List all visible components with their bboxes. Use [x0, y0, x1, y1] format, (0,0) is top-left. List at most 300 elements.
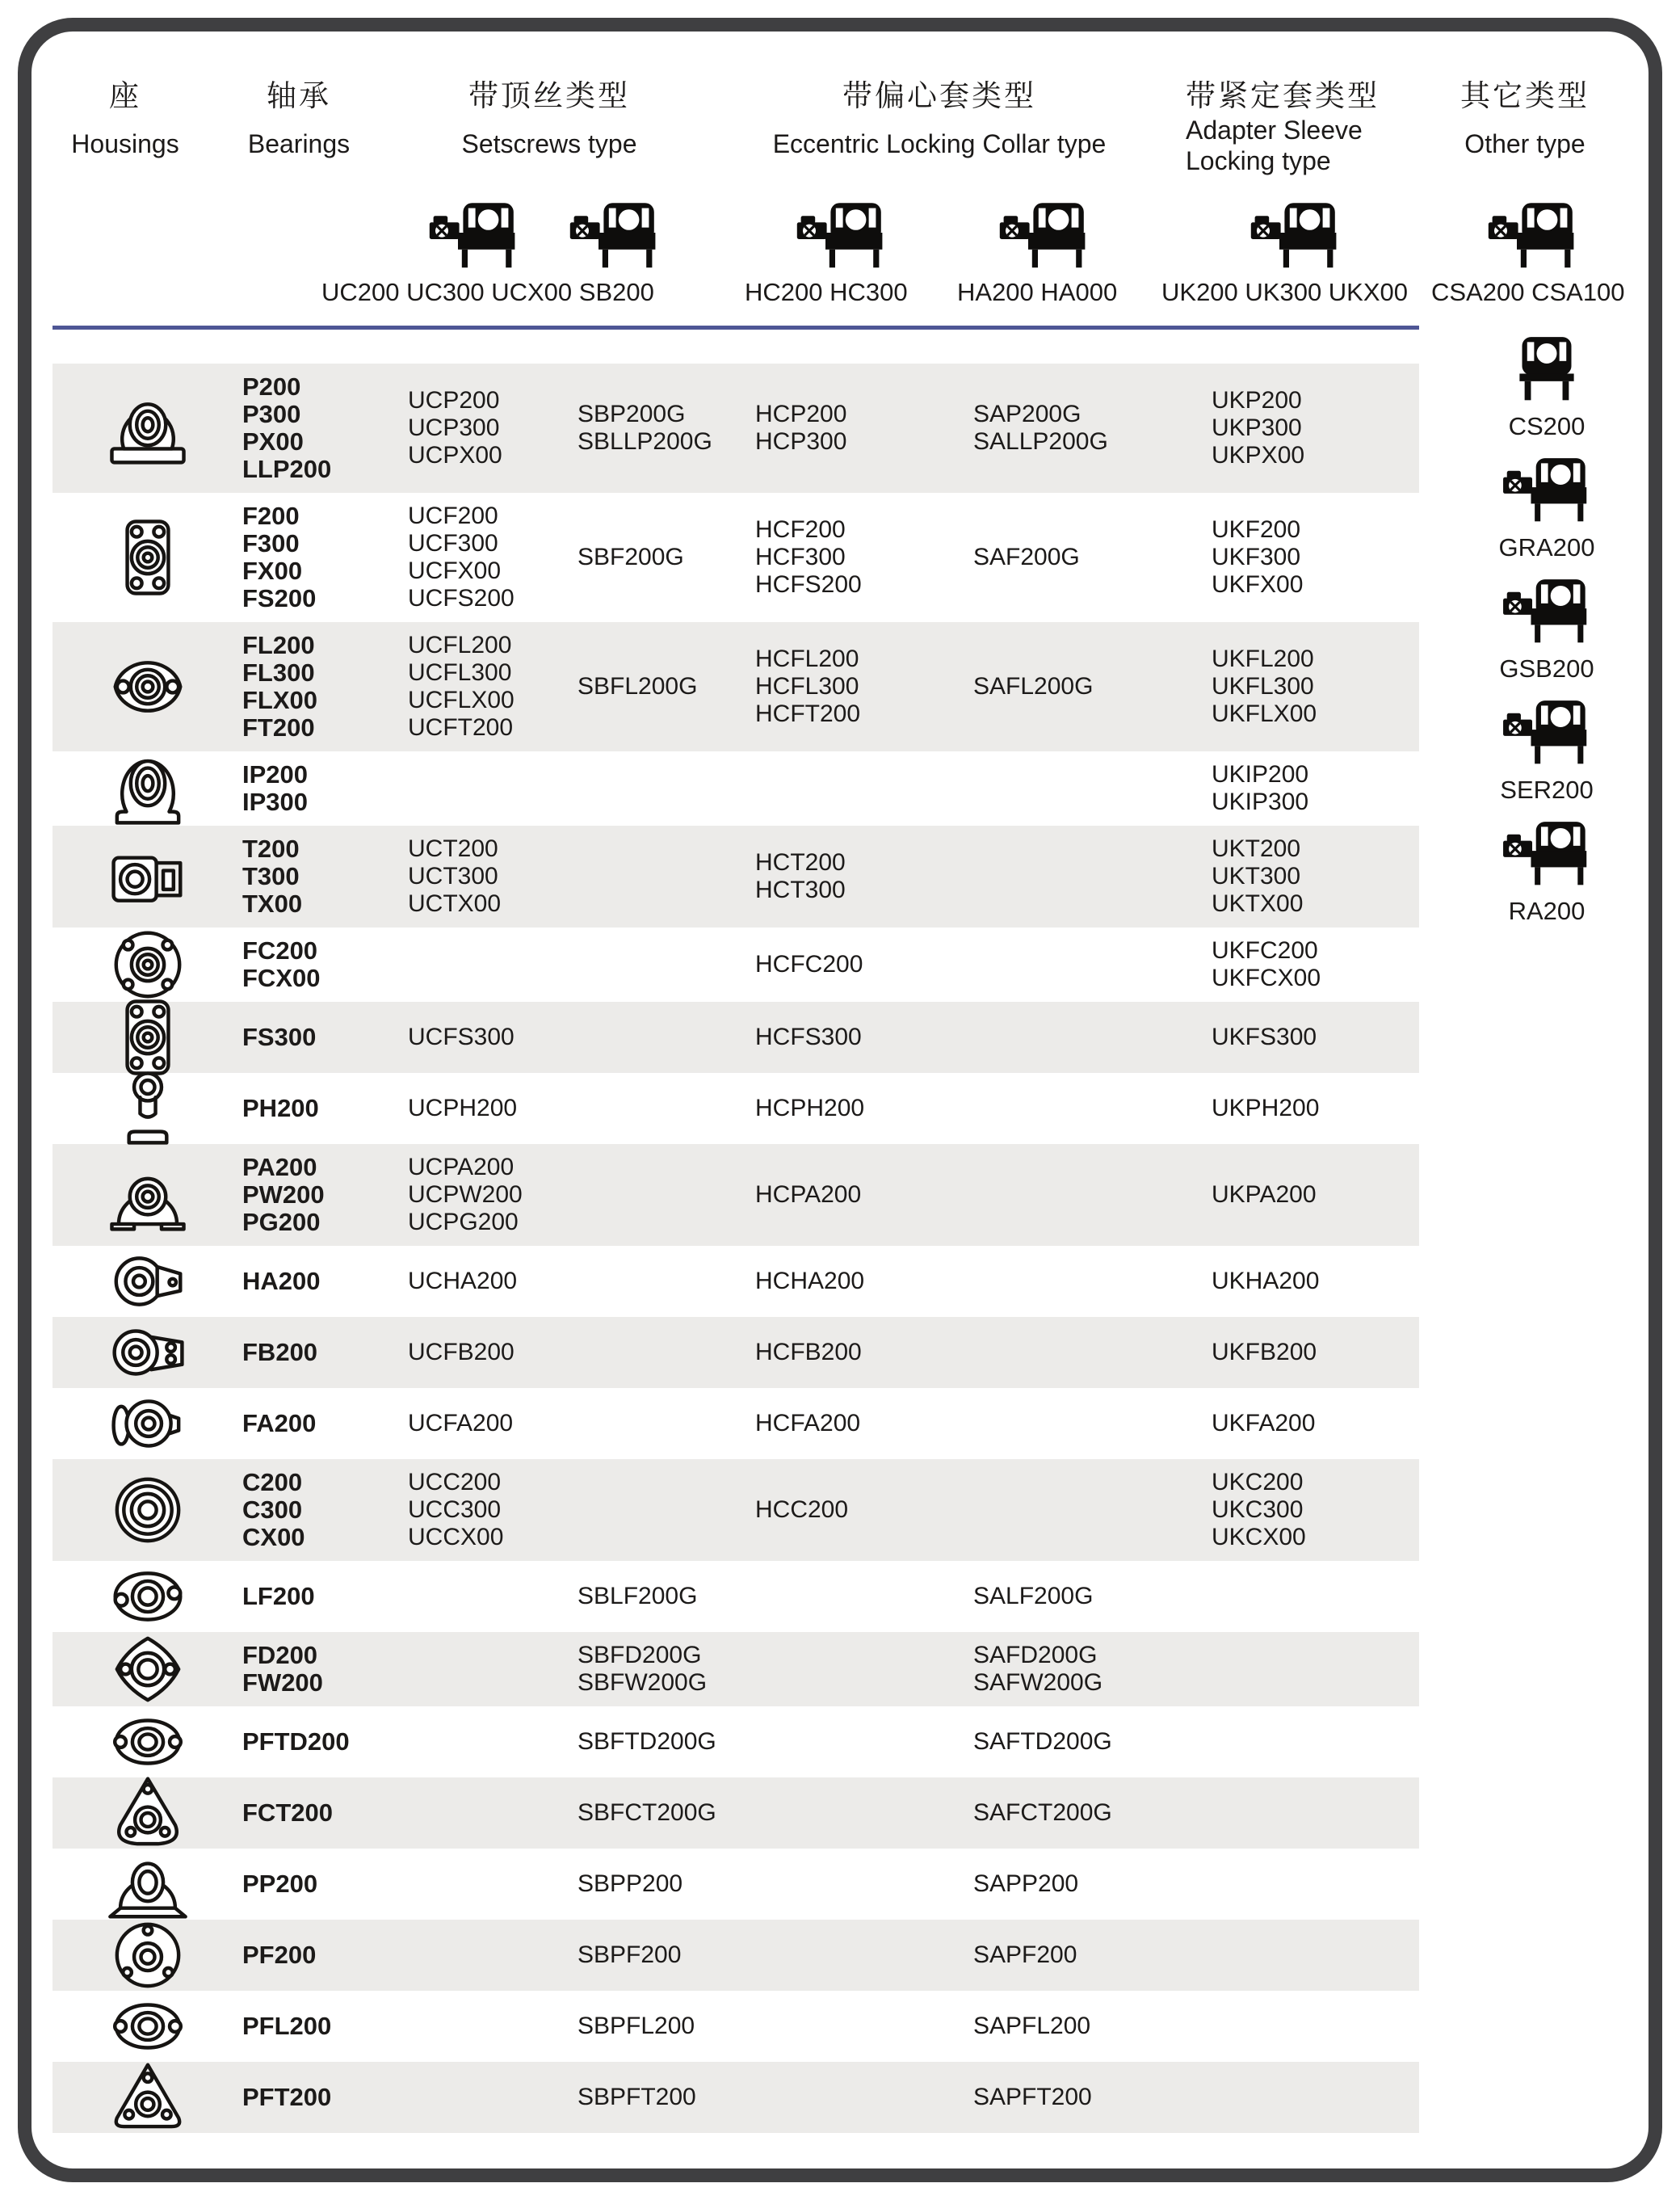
product-code-cell [973, 1099, 1212, 1118]
product-code-cell [408, 2088, 578, 2107]
product-code-cell [755, 636, 973, 738]
housing-series-code: PW200 [242, 1180, 325, 1209]
header-adapter-en-line2: Locking type [1186, 146, 1331, 175]
housing-series-code-cell [242, 1861, 408, 1908]
table-row [52, 1561, 1419, 1632]
product-code-cell [755, 779, 973, 798]
product-code: UKFL200 [1212, 646, 1314, 672]
product-code: UKFLX00 [1212, 700, 1317, 727]
product-code: UKFS300 [1212, 1024, 1317, 1050]
housing-icon-cell [52, 1706, 242, 1777]
product-code-cell [755, 1172, 973, 1218]
product-code: UCT200 [408, 835, 498, 862]
product-code: UCC300 [408, 1496, 502, 1523]
housing-series-code-cell [242, 1459, 408, 1561]
housing-series-code: T200 [242, 835, 300, 863]
product-code: SBFTD200G [578, 1728, 716, 1755]
product-code-cell [973, 534, 1212, 581]
product-code-cell [578, 1500, 755, 1520]
table-row [52, 1246, 1419, 1317]
product-code: SBPFT200 [578, 2084, 696, 2110]
product-code-cell [973, 1343, 1212, 1362]
other-type-item [1485, 334, 1608, 441]
housing-series-code: PH200 [242, 1094, 319, 1122]
bearing-group-csa [1431, 197, 1635, 307]
product-code: UCFT200 [408, 714, 514, 741]
product-code-cell [408, 826, 578, 928]
table-row [52, 751, 1419, 826]
table-row [52, 1073, 1419, 1144]
product-code: UKP300 [1212, 414, 1302, 441]
housing-icon-cell [52, 826, 242, 928]
product-code-cell [1212, 1085, 1419, 1132]
housing-series-code: LF200 [242, 1582, 315, 1610]
housing-series-code: FD200 [242, 1641, 318, 1669]
product-code: UCFA200 [408, 1410, 514, 1437]
header-adapter-zh: 带紧定套类型 [1186, 79, 1380, 112]
table-row [52, 1459, 1419, 1561]
product-code-cell [1212, 507, 1419, 608]
product-code: UCFL200 [408, 632, 512, 658]
product-code-cell [578, 1099, 755, 1118]
housing-icon-cell [52, 1317, 242, 1388]
housing-series-code: FA200 [242, 1409, 317, 1437]
housing-icon-cell [52, 751, 242, 826]
product-code-cell [408, 1587, 578, 1606]
product-code-cell [973, 1718, 1212, 1765]
product-code: UCHA200 [408, 1268, 518, 1294]
product-code: UCP200 [408, 387, 500, 414]
product-code-cell [1212, 1459, 1419, 1561]
product-code-cell [578, 534, 755, 581]
product-code: UCF200 [408, 503, 498, 529]
product-code: HCFA200 [755, 1410, 861, 1437]
product-code-cell [578, 2074, 755, 2121]
product-code-cell [1212, 928, 1419, 1002]
housing-icon-cell [52, 2062, 242, 2133]
other-type-label: GRA200 [1498, 533, 1595, 562]
other-type-item [1485, 698, 1608, 805]
product-code-cell [408, 1258, 578, 1305]
product-code: HCFL200 [755, 646, 859, 672]
product-code: UCPX00 [408, 442, 502, 469]
housing-icon-cell [52, 493, 242, 622]
housing-series-code: PP200 [242, 1870, 318, 1898]
housing-series-code: FLX00 [242, 686, 318, 714]
product-code: UKPA200 [1212, 1181, 1317, 1208]
housing-series-code: C200 [242, 1468, 303, 1496]
header-bearings-zh: 轴承 [266, 79, 331, 112]
product-code-cell [408, 955, 578, 974]
housing-icon-cell [52, 1246, 242, 1317]
product-code: UCTX00 [408, 890, 502, 917]
product-code-cell [408, 1144, 578, 1246]
housing-icon-cell [52, 928, 242, 1002]
bearing-insert-with-collar-icon [791, 200, 892, 271]
housing-series-code: FC200 [242, 936, 318, 965]
product-code-cell [1212, 377, 1419, 479]
product-code-cell [578, 1343, 755, 1362]
product-code-cell [408, 1803, 578, 1823]
housing-icon-cell [52, 1777, 242, 1849]
product-code: SBP200G [578, 401, 686, 427]
header-bearings-en: Bearings [247, 129, 351, 158]
table-row [52, 2062, 1419, 2133]
product-code-cell [408, 779, 578, 798]
product-code-cell [973, 2074, 1212, 2121]
product-code-cell [408, 2017, 578, 2036]
housing-series-code: FS300 [242, 1023, 317, 1051]
product-code: HCFB200 [755, 1339, 862, 1365]
housing-series-code: PFL200 [242, 2012, 332, 2040]
product-code: UKP200 [1212, 387, 1302, 414]
product-code-cell [1212, 1014, 1419, 1061]
product-code-cell [973, 1500, 1212, 1520]
product-code: SAFL200G [973, 673, 1094, 700]
product-code-cell [755, 391, 973, 465]
table-row [52, 1920, 1419, 1991]
housing-series-code: PFTD200 [242, 1727, 350, 1756]
product-code-cell [973, 1028, 1212, 1047]
product-code-cell [755, 2017, 973, 2036]
product-code: HCT300 [755, 877, 846, 903]
housing-series-code-cell [242, 1718, 408, 1765]
table-row [52, 1317, 1419, 1388]
product-code: SAP200G [973, 401, 1082, 427]
product-code: UKC200 [1212, 1469, 1304, 1495]
product-code-cell [973, 2003, 1212, 2050]
product-code-cell [578, 1932, 755, 1979]
product-code-cell [973, 955, 1212, 974]
housing-series-code-cell [242, 1258, 408, 1305]
product-code-cell [755, 1085, 973, 1132]
product-code-cell [1212, 1400, 1419, 1447]
product-code-cell [578, 1185, 755, 1205]
housing-series-code: FL200 [242, 631, 315, 659]
housing-series-code-cell [242, 1790, 408, 1836]
other-type-rail [1423, 334, 1670, 940]
housing-series-code-cell [242, 364, 408, 493]
product-code-cell [755, 941, 973, 988]
table-row [52, 364, 1419, 493]
housing-series-code: FCT200 [242, 1798, 333, 1827]
product-code-cell [578, 1573, 755, 1620]
product-code-cell [755, 1803, 973, 1823]
header-col-setscrews [462, 71, 637, 159]
other-type-item [1485, 819, 1608, 926]
product-code-cell [1212, 1946, 1419, 1965]
bearing-group-label: CSA200 CSA100 [1431, 278, 1625, 306]
housing-series-code: F300 [242, 529, 300, 557]
product-code: UCFS300 [408, 1024, 514, 1050]
product-code-cell [973, 779, 1212, 798]
product-code-cell [578, 1028, 755, 1047]
pillow-block-icon [105, 385, 191, 471]
other-type-item [1485, 456, 1608, 562]
header-col-eccentric [773, 71, 1107, 159]
product-code: SBPF200 [578, 1941, 682, 1968]
housing-series-code: FL300 [242, 658, 315, 687]
header-col-bearings [248, 71, 350, 159]
housing-series-code-cell [242, 1085, 408, 1132]
product-code: SAPF200 [973, 1941, 1077, 1968]
product-code: UCFS200 [408, 585, 514, 612]
housing-series-code-cell [242, 928, 408, 1002]
housing-series-code: PFT200 [242, 2083, 332, 2111]
housing-series-code: P300 [242, 400, 301, 428]
housing-series-code-cell [242, 1014, 408, 1061]
table-row [52, 1849, 1419, 1920]
header-housings-en: Housings [71, 129, 179, 158]
housing-series-code-cell [242, 622, 408, 751]
product-code: UCPW200 [408, 1181, 523, 1208]
product-code-cell [578, 779, 755, 798]
ip-pillow-block-icon [105, 746, 191, 831]
product-code: UCCX00 [408, 1524, 504, 1550]
housing-series-code: C300 [242, 1495, 303, 1524]
product-code-cell [1212, 1732, 1419, 1752]
product-code-cell [408, 1329, 578, 1376]
product-code: SBPP200 [578, 1870, 683, 1897]
product-code: UKFA200 [1212, 1410, 1316, 1437]
bearing-insert-with-collar-icon [423, 200, 525, 271]
housing-series-code: FS200 [242, 584, 317, 612]
housing-icon-cell [52, 1849, 242, 1920]
housing-series-code: FCX00 [242, 964, 321, 992]
product-code: SAPFT200 [973, 2084, 1092, 2110]
product-code-cell [973, 391, 1212, 465]
bearing-insert-with-collar-icon [993, 200, 1095, 271]
product-code-cell [578, 663, 755, 710]
bearing-insert-with-collar-icon [1482, 200, 1584, 271]
housing-series-code: PX00 [242, 427, 304, 456]
product-code-cell [408, 1946, 578, 1965]
product-code-cell [1212, 2088, 1419, 2107]
housing-icon-cell [52, 1459, 242, 1561]
product-code-cell [755, 1946, 973, 1965]
product-code: HCHA200 [755, 1268, 865, 1294]
product-code: UKF300 [1212, 544, 1301, 570]
table-row [52, 1777, 1419, 1849]
header-col-other-type [1460, 71, 1590, 159]
product-code: UKPH200 [1212, 1095, 1320, 1121]
product-code-cell [578, 867, 755, 886]
bearing-group-label: UC200 UC300 UCX00 SB200 [321, 278, 654, 306]
product-code-cell [408, 377, 578, 479]
housing-series-code-cell [242, 1932, 408, 1979]
housing-icon-cell [52, 1561, 242, 1632]
housing-series-code-cell [242, 1573, 408, 1620]
product-code: UKFC200 [1212, 937, 1318, 964]
housing-series-code: PG200 [242, 1208, 321, 1236]
product-code-cell [408, 622, 578, 751]
product-code: UKFCX00 [1212, 965, 1321, 991]
product-code: UKFX00 [1212, 571, 1304, 598]
housing-icon-cell [52, 1991, 242, 2062]
product-code: SALLP200G [973, 428, 1108, 455]
divider-rule [52, 326, 1419, 330]
product-code: UKFB200 [1212, 1339, 1317, 1365]
table-row [52, 1002, 1419, 1073]
header-eccentric-zh: 带偏心套类型 [842, 79, 1036, 112]
bearing-group-ha [957, 197, 1131, 307]
product-code-cell [973, 1272, 1212, 1291]
product-code-cell [755, 1400, 973, 1447]
product-code: UKIP300 [1212, 789, 1309, 815]
product-code: UCPG200 [408, 1209, 519, 1235]
product-code-cell [1212, 826, 1419, 928]
header-other-zh: 其它类型 [1460, 79, 1590, 112]
product-code-cell [755, 2088, 973, 2107]
product-code-cell [755, 1487, 973, 1533]
product-code: UKFL300 [1212, 673, 1314, 700]
product-code-cell [973, 867, 1212, 886]
housing-icon-cell [52, 1632, 242, 1706]
product-code: SBFW200G [578, 1669, 708, 1696]
product-code-cell [755, 1732, 973, 1752]
product-code-cell [1212, 1258, 1419, 1305]
product-code: HCFC200 [755, 951, 863, 978]
product-code: UCFLX00 [408, 687, 514, 713]
housing-series-code: FW200 [242, 1668, 323, 1697]
other-type-label: SER200 [1500, 776, 1594, 804]
bearing-insert-with-collar-icon [564, 200, 666, 271]
header-adapter-en-line1: Adapter Sleeve [1186, 116, 1363, 145]
product-code-cell [578, 1718, 755, 1765]
product-code-cell [1212, 1587, 1419, 1606]
housing-series-code-cell [242, 493, 408, 622]
table-row [52, 622, 1419, 751]
product-code-cell [408, 1459, 578, 1561]
product-code-cell [755, 1587, 973, 1606]
other-type-label: RA200 [1508, 897, 1586, 925]
product-code-cell [578, 1272, 755, 1291]
table-row [52, 1632, 1419, 1706]
product-code-cell [755, 1659, 973, 1679]
square-flange-icon [105, 515, 191, 600]
take-up-icon [105, 834, 191, 919]
product-code-cell [408, 1014, 578, 1061]
product-code: HCT200 [755, 849, 846, 876]
product-code: SAFCT200G [973, 1799, 1112, 1826]
housing-series-code: TX00 [242, 890, 303, 918]
housing-icon-cell [52, 1002, 242, 1073]
product-code: UKIP200 [1212, 761, 1309, 788]
product-code-cell [1212, 751, 1419, 826]
housing-series-code: CX00 [242, 1523, 305, 1551]
product-code-cell [408, 1085, 578, 1132]
product-code-cell [578, 1790, 755, 1836]
bearing-insert-plain-icon [1485, 334, 1608, 404]
product-code-cell [408, 1874, 578, 1894]
product-code: SAPP200 [973, 1870, 1079, 1897]
housing-series-code: P200 [242, 372, 301, 401]
bearing-insert-with-collar-icon [1485, 698, 1608, 768]
header-eccentric-en: Eccentric Locking Collar type [772, 129, 1107, 158]
header-housings-zh: 座 [109, 79, 141, 112]
cartridge-icon [105, 1467, 191, 1553]
bearing-group-label: HC200 HC300 [745, 278, 908, 306]
product-code-cell [408, 493, 578, 622]
product-code-cell [1212, 2017, 1419, 2036]
bearing-insert-with-collar-icon [1485, 819, 1608, 889]
pressed-triangle-flange-icon [105, 2055, 191, 2140]
product-code: UKT300 [1212, 863, 1301, 890]
product-code-cell [578, 391, 755, 465]
product-code: UKF200 [1212, 516, 1301, 543]
product-code-cell [755, 507, 973, 608]
housing-series-code-cell [242, 1632, 408, 1706]
product-code: HCP300 [755, 428, 847, 455]
product-code: SAPFL200 [973, 2013, 1091, 2039]
product-code-cell [408, 1400, 578, 1447]
product-code: SBLLP200G [578, 428, 712, 455]
housing-series-code: IP200 [242, 760, 309, 789]
product-code-cell [1212, 1659, 1419, 1679]
product-code: SBLF200G [578, 1583, 698, 1609]
product-code-cell [408, 1659, 578, 1679]
header-other-en: Other type [1464, 129, 1586, 158]
table-row [52, 1144, 1419, 1246]
product-code: HCPA200 [755, 1181, 862, 1208]
product-code: UCFX00 [408, 557, 502, 584]
product-code-cell [1212, 1172, 1419, 1218]
product-code: UKC300 [1212, 1496, 1304, 1523]
product-code: UCP300 [408, 414, 500, 441]
product-code-cell [578, 1861, 755, 1908]
product-code: SBFL200G [578, 673, 698, 700]
product-code: UCC200 [408, 1469, 502, 1495]
product-code: HCC200 [755, 1496, 849, 1523]
product-code: SBFCT200G [578, 1799, 716, 1826]
product-code: SAFD200G [973, 1642, 1098, 1668]
product-code: HCFT200 [755, 700, 861, 727]
header-col-adapter-sleeve [1186, 71, 1380, 176]
table-row [52, 493, 1419, 622]
housing-series-code: F200 [242, 502, 300, 530]
other-type-label: CS200 [1508, 412, 1586, 440]
other-type-label: GSB200 [1499, 654, 1594, 683]
bearing-insert-with-collar-icon [1485, 456, 1608, 525]
product-code-cell [578, 2003, 755, 2050]
product-code: SBPFL200 [578, 2013, 695, 2039]
housing-series-code: FX00 [242, 557, 303, 585]
table-row [52, 1706, 1419, 1777]
product-code: UCFL300 [408, 659, 512, 686]
tapped-base-pillow-icon [105, 1152, 191, 1238]
product-code: UCPH200 [408, 1095, 518, 1121]
product-code: HCFS300 [755, 1024, 862, 1050]
housing-series-code-cell [242, 2003, 408, 2050]
product-code-cell [755, 839, 973, 914]
product-code-cell [1212, 1803, 1419, 1823]
bearing-insert-with-collar-icon [1245, 200, 1346, 271]
bearing-insert-with-collar-icon [1485, 577, 1608, 646]
product-code-cell [1212, 1329, 1419, 1376]
housing-series-code: PA200 [242, 1153, 317, 1181]
product-code: UKCX00 [1212, 1524, 1306, 1550]
oval-flange-icon [105, 644, 191, 730]
bearing-group-hc [745, 197, 939, 307]
product-code: HCF200 [755, 516, 846, 543]
housing-series-code-cell [242, 751, 408, 826]
product-code: SAFW200G [973, 1669, 1103, 1696]
product-code-cell [973, 1932, 1212, 1979]
product-code: SALF200G [973, 1583, 1094, 1609]
product-code-cell [755, 1874, 973, 1894]
bearing-group-label: UK200 UK300 UKX00 [1161, 278, 1409, 306]
product-code: SAF200G [973, 544, 1080, 570]
